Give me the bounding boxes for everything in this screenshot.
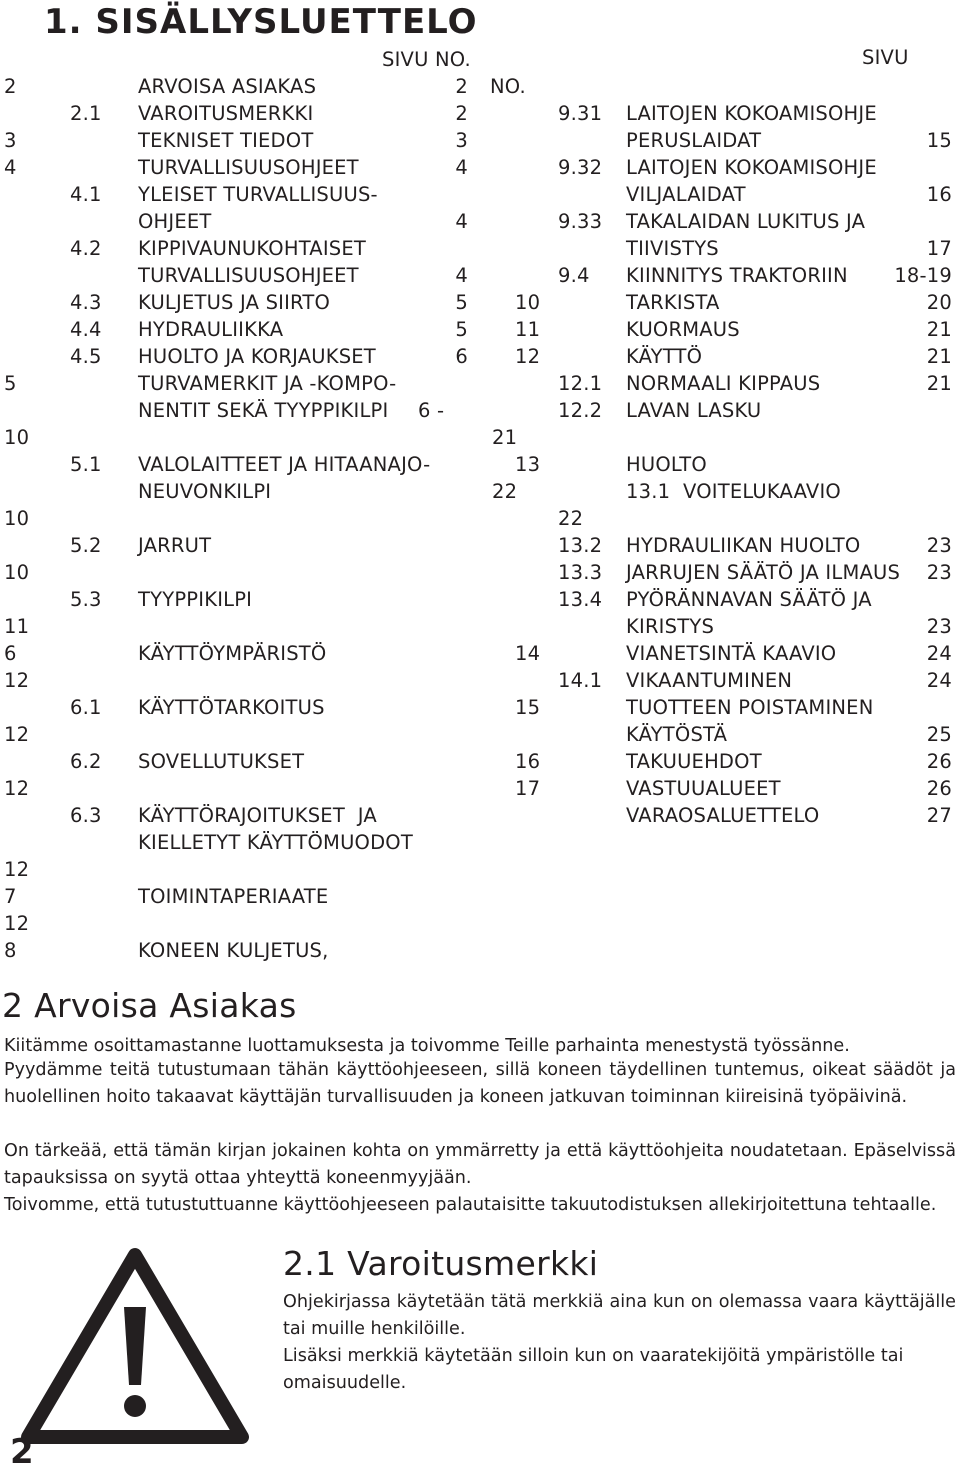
toc-entry-title: TURVALLISUUSOHJEET	[138, 264, 359, 287]
toc-entry-title: KÄYTÖSTÄ	[626, 723, 728, 746]
toc-entry-title: NORMAALI KIPPAUS	[626, 372, 821, 395]
mid-number: 14	[515, 642, 541, 665]
toc-entry-title: 13.1 VOITELUKAAVIO	[626, 480, 841, 503]
margin-number: 4	[4, 156, 17, 179]
toc-entry-page: 23	[926, 534, 952, 557]
toc-entry-title: VIKAANTUMINEN	[626, 669, 793, 692]
mid-number: 15	[515, 696, 541, 719]
toc-entry-number: 12.2	[558, 399, 603, 422]
toc-entry-number: 9.33	[558, 210, 603, 233]
warning-triangle-icon	[20, 1245, 250, 1445]
toc-entry-number: 13.3	[558, 561, 603, 584]
toc-entry-title: VASTUUALUEET	[626, 777, 781, 800]
margin-number: 2	[4, 75, 17, 98]
toc-entry-title: LAITOJEN KOKOAMISOHJE	[626, 102, 877, 125]
mid-number: 12	[515, 345, 541, 368]
toc-entry-title: KULJETUS JA SIIRTO	[138, 291, 331, 314]
toc-entry-page: 15	[926, 129, 952, 152]
toc-entry-title: TEKNISET TIEDOT	[138, 129, 314, 152]
toc-entry-number: 4.1	[70, 183, 102, 206]
mid-number: 11	[515, 318, 541, 341]
toc-entry-title: PYÖRÄNNAVAN SÄÄTÖ JA	[626, 588, 872, 611]
toc-entry-page: 26	[926, 777, 952, 800]
toc-entry-title: KÄYTTÖYMPÄRISTÖ	[138, 642, 327, 665]
toc-entry-title: YLEISET TURVALLISUUS-	[138, 183, 378, 206]
toc-entry-number: 4.3	[70, 291, 102, 314]
toc-entry-number: 13.4	[558, 588, 603, 611]
mid-number: 13	[515, 453, 541, 476]
margin-number: 10	[4, 507, 30, 530]
margin-number: 12	[4, 723, 30, 746]
toc-entry-number: 6.2	[70, 750, 102, 773]
toc-col2-header-no: NO.	[490, 75, 526, 98]
toc-entry-title: VILJALAIDAT	[626, 183, 746, 206]
section-heading-arvoisa-asiakas: 2 Arvoisa Asiakas	[2, 986, 297, 1025]
toc-entry-title: KIPPIVAUNUKOHTAISET	[138, 237, 367, 260]
toc-entry-title: VAROITUSMERKKI	[138, 102, 314, 125]
toc-entry-page: 21	[926, 318, 952, 341]
margin-number: 3	[4, 129, 17, 152]
paragraph: Pyydämme teitä tutustumaan tähän käyttöohjeeseen, sillä koneen täydellinen tuntemus, oikeat säädöt ja huolellinen hoito takaavat käyttäjän turvallisuuden ja koneen jatkuvan toiminnan kiireisinä työpäivinä.	[4, 1060, 956, 1107]
toc-entry-title: TYYPPIKILPI	[138, 588, 253, 611]
margin-number: 8	[4, 939, 17, 962]
toc-entry-title: TURVALLISUUSOHJEET	[138, 156, 359, 179]
paragraph: On tärkeää, että tämän kirjan jokainen kohta on ymmärretty ja että käyttöohjeita noudatetaan. Epäselvissä tapauksissa on syytä ottaa yhteyttä koneenmyyjään.	[4, 1141, 956, 1188]
toc-title: 1. SISÄLLYSLUETTELO	[44, 2, 478, 42]
toc-entry-page: 18-19	[894, 264, 952, 287]
toc-entry-title: HUOLTO	[626, 453, 707, 476]
margin-number: 12	[4, 669, 30, 692]
toc-entry-page: 4	[455, 156, 468, 179]
toc-entry-title: KÄYTTÖ	[626, 345, 703, 368]
mid-number: 17	[515, 777, 541, 800]
toc-entry-title: TARKISTA	[626, 291, 720, 314]
margin-number: 12	[4, 777, 30, 800]
toc-entry-page: 4	[455, 264, 468, 287]
toc-entry-number: 2.1	[70, 102, 102, 125]
toc-entry-title: SOVELLUTUKSET	[138, 750, 305, 773]
toc-entry-number: 12.1	[558, 372, 603, 395]
toc-entry-page: 27	[926, 804, 952, 827]
toc-entry-page: 24	[926, 669, 952, 692]
toc-entry-title: HYDRAULIIKKA	[138, 318, 284, 341]
toc-entry-number: 9.32	[558, 156, 603, 179]
toc-entry-number: 13.2	[558, 534, 603, 557]
toc-entry-title: LAITOJEN KOKOAMISOHJE	[626, 156, 877, 179]
toc-entry-number: 5.3	[70, 588, 102, 611]
toc-entry-title: KÄYTTÖTARKOITUS	[138, 696, 325, 719]
toc-entry-page: 4	[455, 210, 468, 233]
toc-entry-page: 25	[926, 723, 952, 746]
toc-entry-page: 17	[926, 237, 952, 260]
margin-number: 11	[4, 615, 30, 638]
toc-entry-title: PERUSLAIDAT	[626, 129, 762, 152]
margin-number: 10	[4, 426, 30, 449]
toc-entry-title: JARRUT	[138, 534, 212, 557]
toc-entry-title: KUORMAUS	[626, 318, 740, 341]
toc-entry-title: KÄYTTÖRAJOITUKSET JA	[138, 804, 377, 827]
toc-entry-page: 5	[455, 318, 468, 341]
toc-entry-title: HUOLTO JA KORJAUKSET	[138, 345, 376, 368]
toc-entry-title: TOIMINTAPERIAATE	[138, 885, 329, 908]
paragraph: Kiitämme osoittamastanne luottamuksesta ja toivomme Teille parhainta menestystä työssänne.	[4, 1036, 850, 1056]
margin-number: 12	[4, 912, 30, 935]
toc-col1-header: SIVU NO.	[382, 48, 471, 71]
margin-number: 12	[4, 858, 30, 881]
paragraph: Toivomme, että tutustuttuanne käyttöohjeeseen palautaisitte takuutodistuksen allekirjoitettuna tehtaalle.	[4, 1195, 937, 1215]
toc-entry-title: VIANETSINTÄ KAAVIO	[626, 642, 837, 665]
toc-entry-page: 5	[455, 291, 468, 314]
toc-entry-number: 6.3	[70, 804, 102, 827]
toc-entry-title: TAKALAIDAN LUKITUS JA	[626, 210, 866, 233]
toc-entry-page: 2	[455, 75, 468, 98]
paragraph: Ohjekirjassa käytetään tätä merkkiä aina kun on olemassa vaara käyttäjälle tai muille henkilöille.	[283, 1292, 956, 1339]
toc-entry-page: 6	[455, 345, 468, 368]
toc-entry-title: NENTIT SEKÄ TYYPPIKILPI	[138, 399, 389, 422]
toc-entry-number: 5.1	[70, 453, 102, 476]
toc-entry-page: 21	[926, 372, 952, 395]
toc-entry-title: TIIVISTYS	[626, 237, 719, 260]
toc-entry-page: 2	[455, 102, 468, 125]
margin-number: 6	[4, 642, 17, 665]
toc-entry-number: 14.1	[558, 669, 603, 692]
margin-number: 5	[4, 372, 17, 395]
toc-entry-title: HYDRAULIIKAN HUOLTO	[626, 534, 861, 557]
toc-col2-header: SIVU	[862, 46, 909, 69]
mid-number: 21	[492, 426, 518, 449]
toc-entry-title: VALOLAITTEET JA HITAANAJO-	[138, 453, 431, 476]
toc-entry-title: KIINNITYS TRAKTORIIN	[626, 264, 848, 287]
toc-entry-number: 4.5	[70, 345, 102, 368]
toc-entry-page: 21	[926, 345, 952, 368]
toc-entry-page: 6 -	[418, 399, 445, 422]
toc-entry-page: 16	[926, 183, 952, 206]
toc-entry-title: NEUVONKILPI	[138, 480, 272, 503]
toc-entry-title: ARVOISA ASIAKAS	[138, 75, 317, 98]
toc-entry-page: 23	[926, 615, 952, 638]
toc-entry-number: 4.2	[70, 237, 102, 260]
toc-entry-number: 9.31	[558, 102, 603, 125]
mid-number: 22	[492, 480, 518, 503]
paragraph: Lisäksi merkkiä käytetään silloin kun on vaaratekijöitä ympäristölle tai omaisuudelle.	[283, 1346, 904, 1393]
toc-entry-title: JARRUJEN SÄÄTÖ JA ILMAUS	[626, 561, 901, 584]
mid-number: 16	[515, 750, 541, 773]
toc-entry-page: 26	[926, 750, 952, 773]
toc-entry-title: KIRISTYS	[626, 615, 715, 638]
toc-entry-title: TAKUUEHDOT	[626, 750, 762, 773]
toc-entry-page: 3	[455, 129, 468, 152]
toc-entry-title: OHJEET	[138, 210, 212, 233]
toc-entry-page: 24	[926, 642, 952, 665]
toc-entry-title: KONEEN KULJETUS,	[138, 939, 329, 962]
toc-entry-title: TUOTTEEN POISTAMINEN	[626, 696, 874, 719]
page-number: 2	[10, 1432, 34, 1472]
margin-number: 7	[4, 885, 17, 908]
toc-entry-page: 23	[926, 561, 952, 584]
toc-entry-page: 20	[926, 291, 952, 314]
toc-entry-title: TURVAMERKIT JA -KOMPO-	[138, 372, 397, 395]
toc-entry-number: 22	[558, 507, 584, 530]
toc-entry-number: 6.1	[70, 696, 102, 719]
toc-entry-number: 4.4	[70, 318, 102, 341]
toc-entry-title: LAVAN LASKU	[626, 399, 762, 422]
toc-entry-number: 9.4	[558, 264, 590, 287]
mid-number: 10	[515, 291, 541, 314]
toc-entry-title: KIELLETYT KÄYTTÖMUODOT	[138, 831, 413, 854]
margin-number: 10	[4, 561, 30, 584]
toc-entry-title: VARAOSALUETTELO	[626, 804, 820, 827]
toc-entry-number: 5.2	[70, 534, 102, 557]
section-heading-varoitusmerkki: 2.1 Varoitusmerkki	[283, 1244, 599, 1283]
